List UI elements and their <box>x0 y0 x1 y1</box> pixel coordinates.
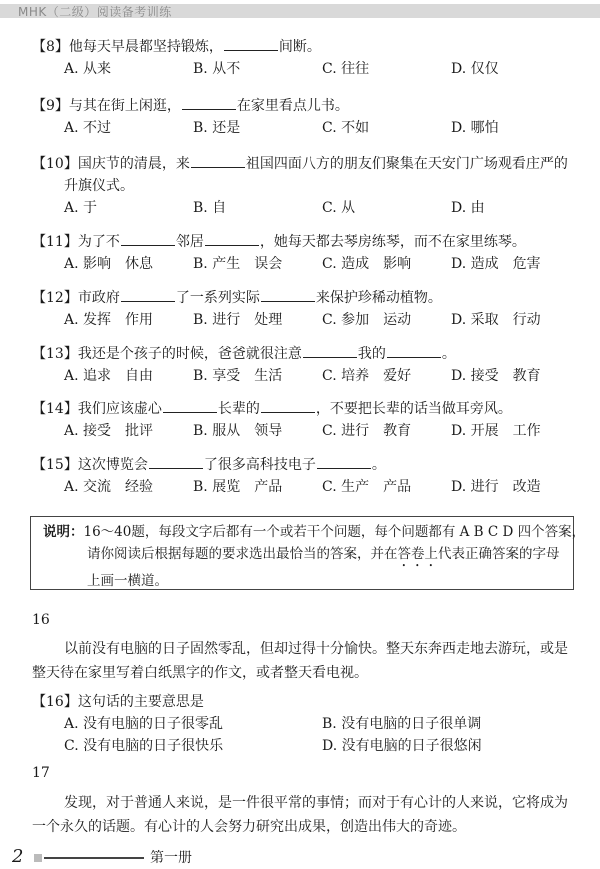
question-number: 【9】 <box>32 98 69 114</box>
stem-text: 了很多高科技电子 <box>203 457 316 473</box>
option-a[interactable]: A. 交流 经验 <box>64 479 154 495</box>
question-number: 【12】 <box>32 290 78 306</box>
passage-16: 以前没有电脑的日子固然零乱，但却过得十分愉快。整天东奔西走地去游玩，或是整天待在家里写着白纸黑字的作文，或者整天看电视。 <box>32 641 568 681</box>
passage-number: 16 <box>32 612 50 628</box>
passage-17: 发现，对于普通人来说，是一件很平常的事情；而对于有心计的人来说，它将成为一个永久的话题。有心计的人会努力研究出成果，创造出伟大的奇迹。 <box>32 795 568 835</box>
option-a[interactable]: A. 接受 批评 <box>64 423 154 439</box>
option-c[interactable]: C. 没有电脑的日子很快乐 <box>64 738 224 754</box>
stem-text: 我还是个孩子的时候，爸爸就很注意 <box>77 346 302 362</box>
question-13 <box>32 343 580 387</box>
stem-text: 市政府 <box>77 290 120 306</box>
option-a[interactable]: A. 于 <box>64 200 98 216</box>
instruction-box <box>30 516 586 590</box>
options <box>64 58 580 80</box>
volume-label: 第一册 <box>150 850 192 866</box>
option-b[interactable]: B. 进行 处理 <box>193 312 283 328</box>
stem-text: 邻居 <box>175 234 204 250</box>
option-b[interactable]: B. 没有电脑的日子很单调 <box>322 716 482 732</box>
question-number: 【8】 <box>32 39 69 55</box>
option-b[interactable]: B. 展览 产品 <box>193 479 283 495</box>
answer-blank <box>317 456 371 469</box>
stem-text: 祖国四面八方的朋友们聚集在天安门广场观看庄严的升旗仪式。 <box>64 156 568 194</box>
question-9 <box>32 95 580 139</box>
option-d[interactable]: D. 接受 教育 <box>451 368 541 384</box>
option-c[interactable]: C. 造成 影响 <box>322 256 412 272</box>
instruction-label: 说明： <box>43 524 84 540</box>
answer-blank <box>121 289 175 302</box>
question-11 <box>32 231 580 275</box>
stem-text: 来保护珍稀动植物。 <box>315 290 442 306</box>
option-c[interactable]: C. 往往 <box>322 61 370 77</box>
question-stem <box>32 691 580 713</box>
question-stem <box>32 398 580 420</box>
stem-text: 我的 <box>357 346 386 362</box>
stem-text: 这次博览会 <box>77 457 148 473</box>
stem-text: ，她每天都去琴房练琴，而不在家里练琴。 <box>259 234 526 250</box>
options <box>64 476 580 498</box>
option-d[interactable]: D. 进行 改造 <box>451 479 541 495</box>
stem-text: 了一系列实际 <box>175 290 260 306</box>
emphasized-text: 答卷上 <box>397 546 438 562</box>
option-d[interactable]: D. 采取 行动 <box>451 312 541 328</box>
answer-blank <box>303 345 357 358</box>
page-footer <box>0 840 600 868</box>
options <box>64 253 580 275</box>
stem-text: 我们应该虚心 <box>77 401 162 417</box>
options <box>64 197 580 219</box>
header-title: MHK（二级）阅读备考训练 <box>18 5 172 19</box>
question-stem <box>32 36 580 58</box>
answer-blank <box>149 456 203 469</box>
answer-blank <box>387 345 441 358</box>
page-header <box>0 0 600 24</box>
options <box>64 365 580 387</box>
answer-blank <box>191 155 245 168</box>
stem-text: 在家里看点儿书。 <box>236 98 349 114</box>
question-number: 【15】 <box>32 457 78 473</box>
stem-text: ，不要把长辈的话当做耳旁风。 <box>315 401 512 417</box>
option-b[interactable]: B. 服从 领导 <box>193 423 283 439</box>
question-stem <box>32 454 580 476</box>
option-a[interactable]: A. 影响 休息 <box>64 256 154 272</box>
answer-blank <box>261 400 315 413</box>
option-b[interactable]: B. 产生 误会 <box>193 256 283 272</box>
options <box>64 420 580 442</box>
option-d[interactable]: D. 没有电脑的日子很悠闲 <box>322 738 482 754</box>
option-d[interactable]: D. 开展 工作 <box>451 423 541 439</box>
option-a[interactable]: A. 没有电脑的日子很零乱 <box>64 716 224 732</box>
option-c[interactable]: C. 生产 产品 <box>322 479 412 495</box>
option-c[interactable]: C. 从 <box>322 200 356 216</box>
option-d[interactable]: D. 仅仅 <box>451 61 499 77</box>
question-14 <box>32 398 580 442</box>
stem-text: 这句话的主要意思是 <box>77 694 204 710</box>
option-a[interactable]: A. 不过 <box>64 120 112 136</box>
question-stem <box>32 231 580 253</box>
question-16 <box>32 691 580 757</box>
question-stem <box>32 343 580 365</box>
question-15 <box>32 454 580 498</box>
question-number: 【10】 <box>32 156 78 172</box>
option-c[interactable]: C. 不如 <box>322 120 370 136</box>
answer-blank <box>182 97 236 110</box>
footer-rule <box>44 857 144 859</box>
option-c[interactable]: C. 参加 运动 <box>322 312 412 328</box>
instruction-line: 16～40题，每段文字后都有一个或若干个问题，每个问题都有 A B C D 四个答案， <box>83 524 586 540</box>
option-a[interactable]: A. 发挥 作用 <box>64 312 154 328</box>
answer-blank <box>121 233 175 246</box>
stem-text: 为了不 <box>77 234 120 250</box>
options <box>64 117 580 139</box>
option-b[interactable]: B. 还是 <box>193 120 241 136</box>
option-c[interactable]: C. 培养 爱好 <box>322 368 412 384</box>
question-stem <box>32 153 580 197</box>
stem-text: 与其在街上闲逛， <box>68 98 181 114</box>
question-number: 【16】 <box>32 694 78 710</box>
instruction-line: 上画一横道。 <box>87 573 168 589</box>
stem-text: 。 <box>371 457 386 473</box>
question-number: 【13】 <box>32 346 78 362</box>
options <box>64 713 584 757</box>
option-d[interactable]: D. 由 <box>451 200 485 216</box>
option-b[interactable]: B. 从不 <box>193 61 241 77</box>
question-number: 【11】 <box>32 234 78 250</box>
stem-text: 他每天早晨都坚持锻炼， <box>68 39 223 55</box>
question-12 <box>32 287 580 331</box>
question-stem <box>32 95 580 117</box>
stem-text: 。 <box>441 346 456 362</box>
option-c[interactable]: C. 进行 教育 <box>322 423 412 439</box>
question-8 <box>32 36 580 80</box>
stem-text: 国庆节的清晨，来 <box>77 156 190 172</box>
option-a[interactable]: A. 从来 <box>64 61 112 77</box>
question-stem <box>32 287 580 309</box>
option-d[interactable]: D. 造成 危害 <box>451 256 541 272</box>
instruction-line: 代表正确答案的字母 <box>438 546 560 562</box>
question-10 <box>32 153 580 219</box>
option-d[interactable]: D. 哪怕 <box>451 120 499 136</box>
option-b[interactable]: B. 自 <box>193 200 227 216</box>
question-number: 【14】 <box>32 401 78 417</box>
passage-number: 17 <box>32 765 50 781</box>
instruction-line: 请你阅读后根据每题的要求选出最恰当的答案，并在 <box>87 546 398 562</box>
answer-blank <box>261 289 315 302</box>
stem-text: 长辈的 <box>217 401 260 417</box>
stem-text: 间断。 <box>278 39 321 55</box>
options <box>64 309 580 331</box>
answer-blank <box>163 400 217 413</box>
option-b[interactable]: B. 享受 生活 <box>193 368 283 384</box>
answer-blank <box>205 233 259 246</box>
page-number: 2 <box>12 846 24 867</box>
footer-marker <box>34 854 42 862</box>
option-a[interactable]: A. 追求 自由 <box>64 368 154 384</box>
answer-blank <box>224 38 278 51</box>
